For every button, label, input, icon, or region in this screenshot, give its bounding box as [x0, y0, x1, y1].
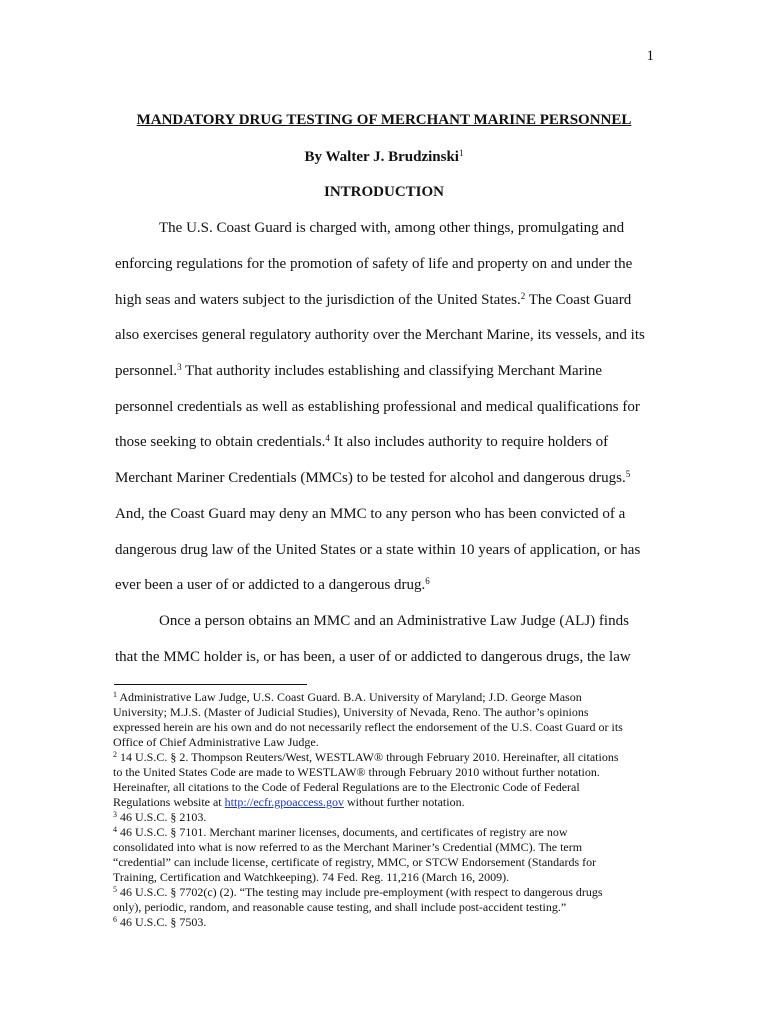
footnotes [113, 690, 661, 930]
footnote-2-line: to the United States Code are made to WESTLAW® through February 2010 without further notation. [113, 765, 600, 779]
body-line-8: Merchant Mariner Credentials (MMCs) to be tested for alcohol and dangerous drugs.$^5$ [115, 469, 631, 486]
body-line-3: high seas and waters subject to the jurisdiction of the United States.$^2$ The Coast Guard [115, 291, 632, 308]
section-heading: INTRODUCTION [323, 184, 444, 200]
footnote-1-line: University; M.J.S. (Master of Judicial Studies), University of Nevada, Reno. The author’s opinions [113, 705, 589, 719]
body-line-6: personnel credentials as well as establishing professional and medical qualifications for [115, 399, 640, 415]
body-line-7: those seeking to obtain credentials.$^4$ It also includes authority to require holders of [115, 433, 609, 450]
footnote-2: $^2$ 14 U.S.C. § 2. Thompson Reuters/West, WESTLAW® through February 2010. Hereinafter, all citations [113, 750, 619, 764]
footnote-5-line: only), periodic, random, and reasonable cause testing, and shall include post-accident testing.” [113, 900, 567, 914]
body-line-5: personnel.$^3$ That authority includes establishing and classifying Merchant Marine [115, 362, 603, 379]
body-line-11: ever been a user of or addicted to a dangerous drug.$^6$ [115, 576, 430, 593]
body-line-4: also exercises general regulatory authority over the Merchant Marine, its vessels, and its [115, 327, 645, 343]
footnote-ref-2[interactable]: 2 [520, 291, 526, 301]
body-line-12: Once a person obtains an MMC and an Administrative Law Judge (ALJ) finds [159, 613, 629, 629]
body-line-9: And, the Coast Guard may deny an MMC to any person who has been convicted of a [115, 506, 626, 522]
footnote-4-line: consolidated into what is now referred to as the Merchant Mariner’s Credential (MMC). The term [113, 840, 583, 854]
footnote-4: $^4$ 46 U.S.C. § 7101. Merchant mariner licenses, documents, and certificates of registry are now [113, 825, 568, 839]
ecfr-link[interactable]: http://ecfr.gpoaccess.gov [224, 795, 344, 809]
footnote-3: $^3$ 46 U.S.C. § 2103. [113, 810, 207, 824]
footnote-separator [114, 684, 307, 685]
footnote-5: $^5$ 46 U.S.C. § 7702(c) (2). “The testing may include pre-employment (with respect to dangerous drugs [113, 885, 603, 899]
document-title: MANDATORY DRUG TESTING OF MERCHANT MARINE PERSONNEL [136, 112, 632, 128]
author-name: By Walter J. Brudzinski [304, 149, 459, 165]
author-line [0, 148, 768, 166]
footnote-ref-4[interactable]: 4 [325, 433, 330, 443]
body-line-2: enforcing regulations for the promotion of safety of life and property on and under the [115, 256, 633, 272]
page-number: 1 [646, 48, 654, 64]
footnote-ref-5[interactable]: 5 [625, 469, 631, 479]
footnote-1-line: expressed herein are his own and do not necessarily reflect the endorsement of the U.S. Coast Guard or its [113, 720, 623, 734]
footnote-1: $^1$ Administrative Law Judge, U.S. Coast Guard. B.A. University of Maryland; J.D. George Mason [113, 690, 582, 704]
footnote-4-line: “credential” can include license, certificate of registry, MMC, or STCW Endorsement (Standards for [113, 855, 597, 869]
footnote-4-line: Training, Certification and Watchkeeping). 74 Fed. Reg. 11,216 (March 16, 2009). [113, 870, 510, 884]
footnote-2-line: Regulations website at http://ecfr.gpoaccess.gov without further notation. [113, 795, 465, 809]
body-line-1: The U.S. Coast Guard is charged with, among other things, promulgating and [159, 220, 625, 236]
body-line-10: dangerous drug law of the United States or a state within 10 years of application, or has [115, 542, 641, 558]
footnote-ref-6[interactable]: 6 [425, 576, 430, 586]
footnote-1-line: Office of Chief Administrative Law Judge. [113, 735, 319, 749]
footnote-ref-1[interactable]: 1 [458, 148, 464, 158]
footnote-ref-3[interactable]: 3 [177, 362, 182, 372]
body-line-13: that the MMC holder is, or has been, a user of or addicted to dangerous drugs, the law [115, 649, 631, 665]
footnote-2-line: Hereinafter, all citations to the Code of Federal Regulations are to the Electronic Code of Federal [113, 780, 580, 794]
footnote-6: $^6$ 46 U.S.C. § 7503. [113, 915, 207, 929]
